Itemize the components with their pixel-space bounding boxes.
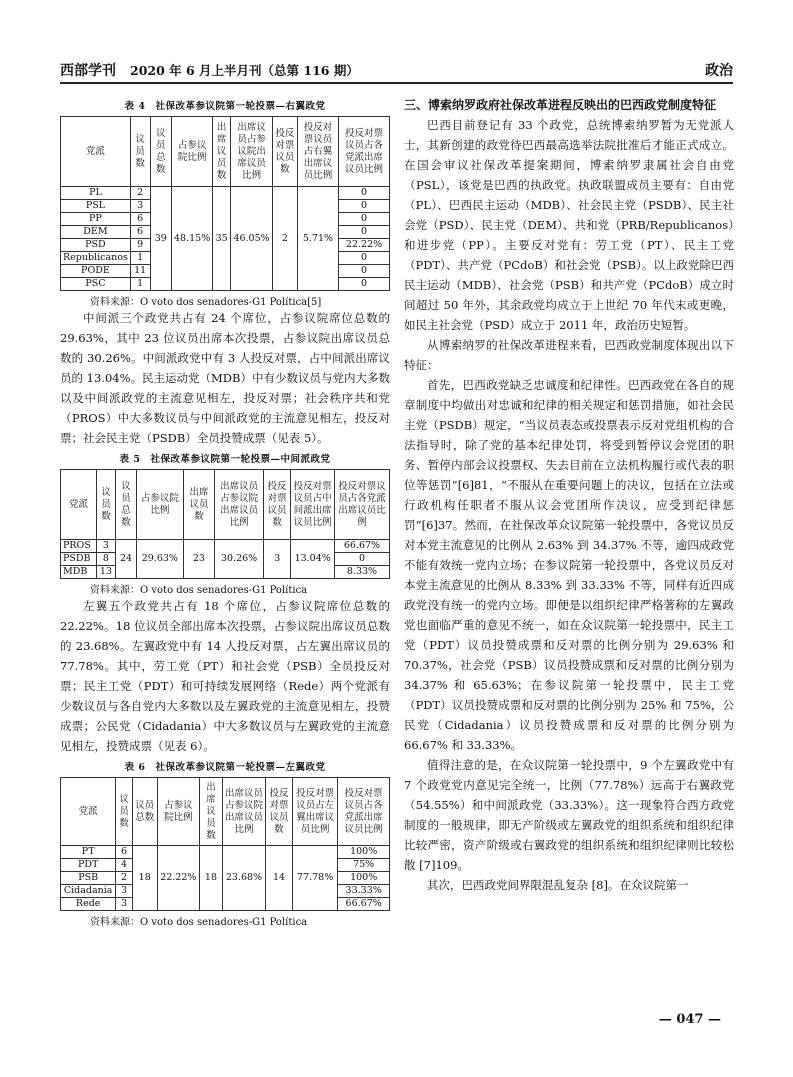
party-cell: MDB (61, 566, 97, 579)
ratio-cell: 0 (339, 278, 390, 291)
table6-source: 资料来源：O voto dos senadores-G1 Política (90, 917, 308, 928)
party-cell: Cidadania (61, 885, 116, 898)
seats-cell: 3 (116, 885, 133, 898)
table5-source: 资料来源：O voto dos senadores-G1 Política (90, 585, 308, 596)
table4-header: 投反对票议员数 (273, 117, 298, 187)
ratio-cell: 0 (334, 553, 389, 566)
header-rule (60, 82, 733, 84)
merged-cell: 18 (200, 846, 223, 911)
table4-header: 议员总数 (150, 117, 171, 187)
paragraph-left-unity: 值得注意的是，在众议院第一轮投票中，9 个左翼政党中有 7 个政党党内意见完全统一，比例（77.78%）远高于右翼政党（54.55%）和中间派政党（33.33%）。这一现象符合西方政党制度的一般规律，即无产阶级或左翼政党的组织系统和组织纪律比较严密，资产阶级或右翼政党的组织系统和组织纪律则比较松散 [7]109。 (404, 758, 734, 872)
paragraph-discipline: 首先，巴西政党缺乏忠诚度和纪律性。巴西政党在各自的规章制度中均做出对忠诚和纪律的相关规定和惩罚措施，如社会民主党（PSDB）规定，“当议员表态或投票表示反对党组机构的合法指导时，除了党的基本纪律处罚，将受到暂停议会党团的职务、暂停内部会议投票权、失去目前在立法机构履行或代表的职位等惩罚”[6]81，“不服从在重要问题上的决议，包括在立法或行政机构任职者不服从议会党团所作决议，应受到纪律惩罚”[6]37。然而，在社保改革众议院第一轮投票中，各党议员反对本党主流意见的比例从 2.63% 到 34.37% 不等，逾四成政党不能有效统一党内立场；在参议院第一轮投票中，各党议员反对本党主流意见的比例从 8.33% 到 33.33% 不等，同样有近四成政党没有统一的党内立场。即便是以组织纪律严格著称的左翼政党也面临严重的意见不统一，如在众议院第一轮投票中，民主工党（PDT）议员投赞成票和反对票的比例分别为 29.63% 和 70.37%，社会党（PSB）议员投赞成票和反对票的比例分别为 34.37% 和 65.63%；在参议院第一轮投票中，民主工党（PDT）议员投赞成票和反对票的比例分别为 25% 和 75%，公民党（Cidadania）议员投赞成票和反对票的比例分别为 66.67% 和 33.33%。 (404, 378, 734, 752)
table5-header: 党派 (61, 470, 97, 540)
party-cell: Republicanos (61, 252, 131, 265)
seats-cell: 3 (96, 540, 115, 553)
table6-header: 出席议员数 (200, 778, 223, 846)
issue-info: 2020 年 6 月上半月刊（总第 116 期） (130, 63, 359, 78)
table6-header: 党派 (61, 778, 116, 846)
table4 (60, 116, 390, 291)
paragraph-centrist: 中间派三个政党共占有 24 个席位，占参议院席位总数的 29.63%，其中 23 位议员出席本次投票，占参议院出席议员总数的 30.26%。中间派政党中有 3 人投反对票，占中间派出席议员的 13.04%。民主运动党（MDB）中有少数议员与党内大多数以及中间派政党的主流意见相左，投反对票；社会秩序共和党（PROS）中大多数议员与中间派政党的主流意见相左，投反对票；社会民主党（PSDB）全员投赞成票（见表 5）。 (60, 311, 390, 445)
merged-cell: 29.63% (137, 540, 184, 579)
ratio-cell: 0 (339, 200, 390, 213)
merged-cell: 22.22% (157, 846, 200, 911)
table5-caption: 表 5 社保改革参议院第一轮投票—中间派政党 (119, 454, 331, 465)
table5-header: 投反对票议员数 (263, 470, 290, 540)
party-cell: PSB (61, 872, 116, 885)
table4-header: 议员数 (130, 117, 150, 187)
section-label: 政治 (705, 63, 733, 79)
ratio-cell: 33.33% (338, 885, 390, 898)
table-row (61, 846, 390, 859)
table6-header: 出席议员占参议院出席议员比例 (222, 778, 265, 846)
table4-header: 出席议员数 (213, 117, 231, 187)
ratio-cell: 8.33% (334, 566, 389, 579)
merged-cell: 13.04% (291, 540, 335, 579)
merged-cell: 14 (266, 846, 293, 911)
seats-cell: 9 (130, 239, 150, 252)
table6-header: 投反对票议员数 (266, 778, 293, 846)
table5-header: 投反对票议员占中间派出席议员比例 (291, 470, 335, 540)
party-cell: PP (61, 213, 131, 226)
seats-cell: 6 (130, 226, 150, 239)
seats-cell: 1 (130, 278, 150, 291)
ratio-cell: 100% (338, 846, 390, 859)
seats-cell: 8 (96, 553, 115, 566)
table6-header: 占参议院比例 (157, 778, 200, 846)
party-cell: PSDB (61, 553, 97, 566)
seats-cell: 3 (116, 898, 133, 911)
table6-caption: 表 6 社保改革参议院第一轮投票—左翼政党 (124, 762, 326, 773)
party-cell: PDT (61, 859, 116, 872)
ratio-cell: 0 (339, 213, 390, 226)
left-column (60, 95, 390, 928)
merged-cell: 23 (183, 540, 215, 579)
ratio-cell: 22.22% (339, 239, 390, 252)
table6 (60, 777, 390, 911)
ratio-cell: 0 (339, 187, 390, 200)
paragraph-parties-overview: 巴西目前登记有 33 个政党，总统博索纳罗暂为无党派人士，其新创建的政党待巴西最高选举法院批准后才能正式成立。在国会审议社保改革提案期间，博索纳罗隶属社会自由党（PSL），该党是巴西的执政党。执政联盟成员主要有：自由党（PL）、巴西民主运动（MDB）、社会民主党（PSDB）、民主社会党（PSD）、民主党（DEM）、共和党（PRB/Republicanos）和进步党（PP）。主要反对党有：劳工党（PT）、民主工党（PDT）、共产党（PCdoB）和社会党（PSB）。以上政党除巴西民主运动（MDB）、社会党（PSB）和共产党（PCdoB）成立时间超过 50 年外，其余政党均成立于上世纪 70 年代末或更晚，如民主社会党（PSD）成立于 2011 年，政治历史短暂。 (404, 118, 734, 332)
merged-cell: 3 (263, 540, 290, 579)
merged-cell: 35 (213, 187, 231, 291)
merged-cell: 46.05% (231, 187, 273, 291)
merged-cell: 39 (150, 187, 171, 291)
party-cell: PSD (61, 239, 131, 252)
party-cell: Rede (61, 898, 116, 911)
merged-cell: 77.78% (292, 846, 337, 911)
table5-header: 出席议员占参议院出席议员比例 (215, 470, 264, 540)
seats-cell: 13 (96, 566, 115, 579)
party-cell: PODE (61, 265, 131, 278)
section-heading: 三、博索纳罗政府社保改革进程反映出的巴西政党制度特征 (404, 98, 717, 112)
seats-cell: 2 (116, 872, 133, 885)
journal-brand: 西部学刊 (60, 63, 116, 79)
table4-source: 资料来源：O voto dos senadores-G1 Política[5] (90, 297, 322, 308)
merged-cell: 24 (115, 540, 136, 579)
party-cell: DEM (61, 226, 131, 239)
merged-cell: 48.15% (172, 187, 213, 291)
table5-header: 议员数 (96, 470, 115, 540)
table6-header: 投反对票议员占各党派出席议员比例 (338, 778, 390, 846)
ratio-cell: 75% (338, 859, 390, 872)
paragraph-features-intro: 从博索纳罗的社保改革进程来看，巴西政党制度体现出以下特征： (404, 338, 734, 372)
table5-header: 占参议院比例 (137, 470, 184, 540)
party-cell: PSC (61, 278, 131, 291)
table5-header: 出席议员数 (183, 470, 215, 540)
party-cell: PSL (61, 200, 131, 213)
ratio-cell: 66.67% (338, 898, 390, 911)
table-row (61, 187, 390, 200)
table5-header: 投反对票议员占各党派出席议员比例 (334, 470, 389, 540)
seats-cell: 11 (130, 265, 150, 278)
seats-cell: 1 (130, 252, 150, 265)
right-column (404, 95, 734, 895)
page-number: — 047 — (658, 1012, 721, 1027)
seats-cell: 2 (130, 187, 150, 200)
party-cell: PL (61, 187, 131, 200)
table4-header: 投反对票议员占右翼出席议员比例 (297, 117, 338, 187)
seats-cell: 3 (130, 200, 150, 213)
table6-header: 议员总数 (132, 778, 157, 846)
ratio-cell: 66.67% (334, 540, 389, 553)
ratio-cell: 100% (338, 872, 390, 885)
seats-cell: 6 (116, 846, 133, 859)
ratio-cell: 0 (339, 265, 390, 278)
table-row (61, 540, 390, 553)
ratio-cell: 0 (339, 226, 390, 239)
ratio-cell: 0 (339, 252, 390, 265)
seats-cell: 4 (116, 859, 133, 872)
paragraph-left-wing: 左翼五个政党共占有 18 个席位，占参议院席位总数的 22.22%。18 位议员全部出席本次投票，占参议院出席议员总数的 23.68%。左翼政党中有 14 人投反对票，占左翼出席议员的 77.78%。其中，劳工党（PT）和社会党（PSB）全员投反对票；民主工党（PDT）和可持续发展网络（Rede）两个党派有少数议员与各自党内大多数以及左翼政党的主流意见相左，投赞成票；公民党（Cidadania）中大多数议员与左翼政党的主流意见相左，投赞成票（见表 6）。 (60, 599, 390, 753)
table6-header: 投反对票议员占左翼出席议员比例 (292, 778, 337, 846)
merged-cell: 5.71% (297, 187, 338, 291)
paragraph-boundaries: 其次，巴西政党间界限混乱复杂 [8]。在众议院第一 (427, 878, 689, 892)
table4-caption: 表 4 社保改革参议院第一轮投票—右翼政党 (124, 101, 326, 112)
table4-header: 投反对票议员占各党派出席议员比例 (339, 117, 390, 187)
merged-cell: 2 (273, 187, 298, 291)
party-cell: PT (61, 846, 116, 859)
party-cell: PROS (61, 540, 97, 553)
running-header (60, 58, 733, 82)
table5 (60, 469, 390, 579)
seats-cell: 6 (130, 213, 150, 226)
table6-header: 议员数 (116, 778, 133, 846)
table4-header: 占参议院比例 (172, 117, 213, 187)
table4-header: 出席议员占参议院出席议员比例 (231, 117, 273, 187)
merged-cell: 30.26% (215, 540, 264, 579)
merged-cell: 18 (132, 846, 157, 911)
table5-header: 议员总数 (115, 470, 136, 540)
merged-cell: 23.68% (222, 846, 265, 911)
table4-header: 党派 (61, 117, 131, 187)
